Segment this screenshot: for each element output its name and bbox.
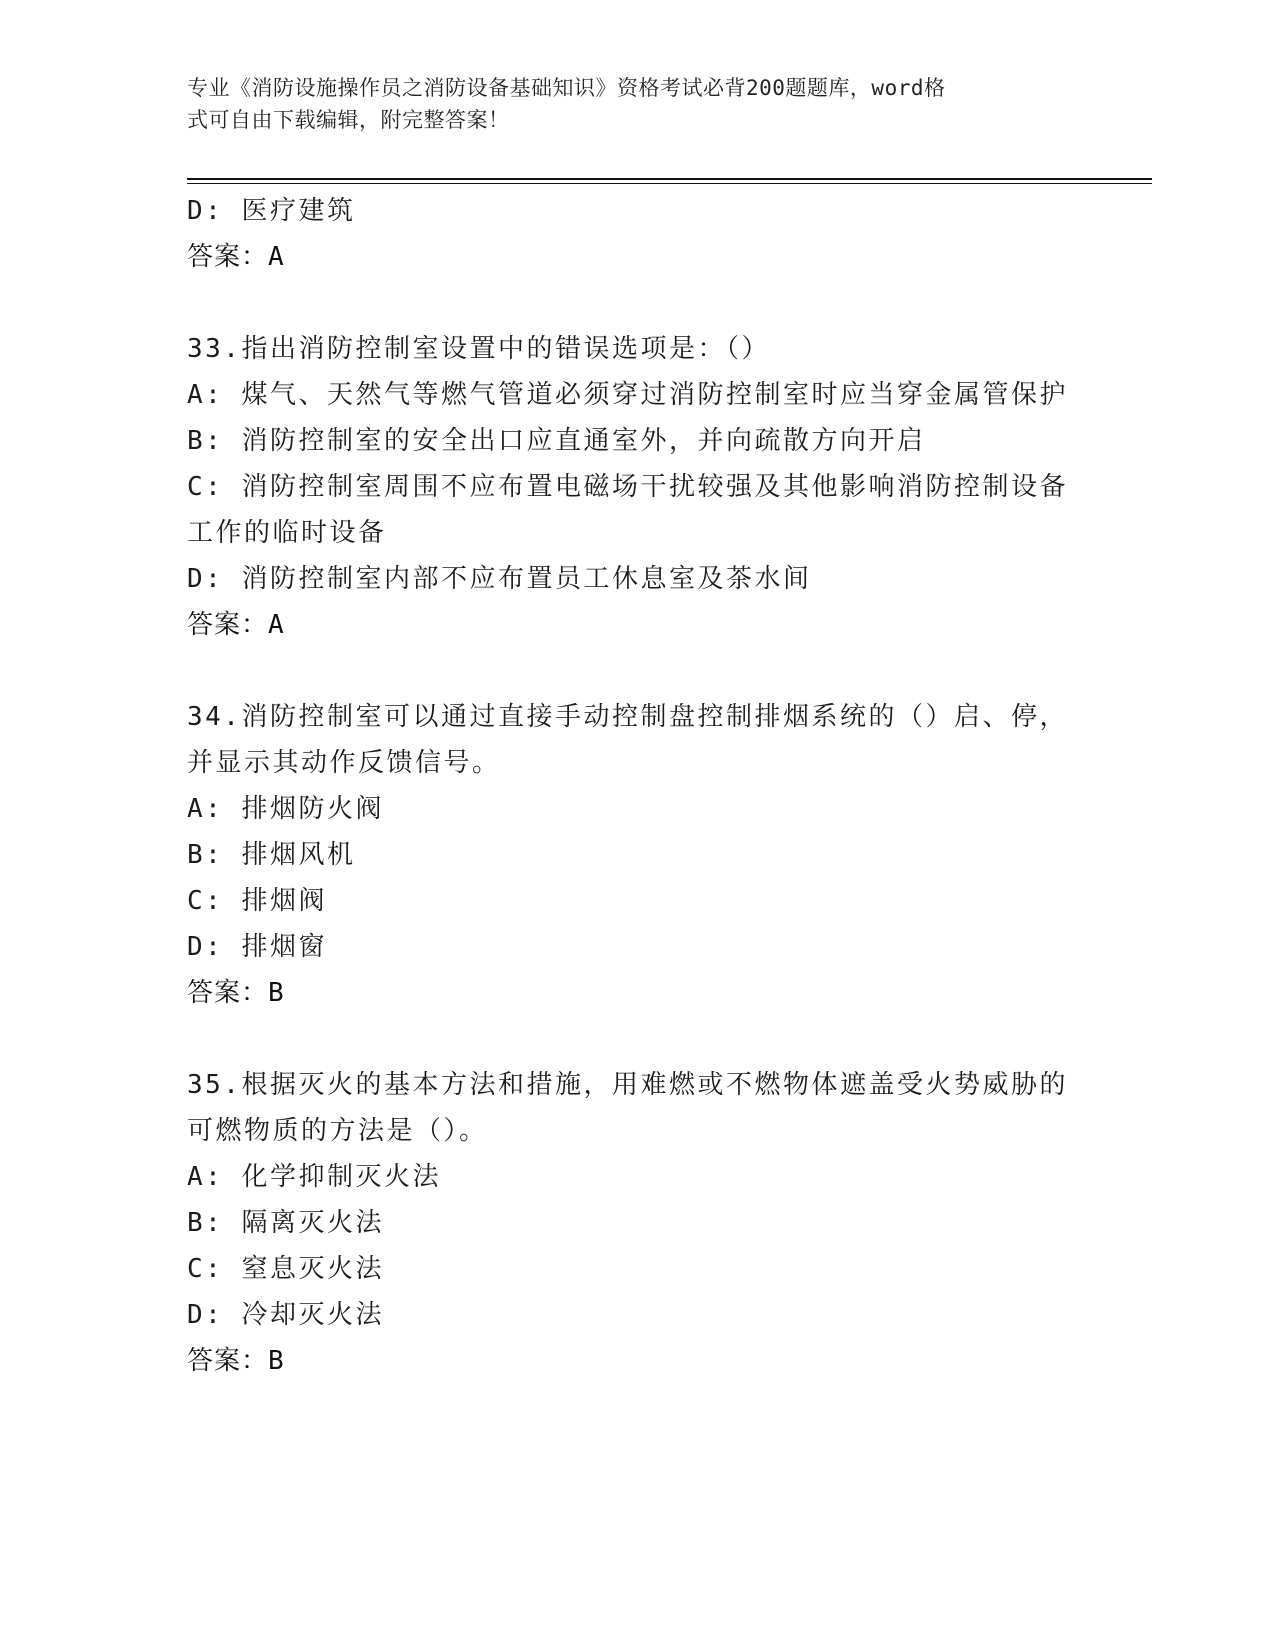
option-b: B: 隔离灭火法 bbox=[187, 1208, 384, 1238]
page-header bbox=[187, 72, 1067, 136]
header-line-2: 式可自由下载编辑，附完整答案！ bbox=[187, 108, 510, 132]
option-a: A: 煤气、天然气等燃气管道必须穿过消防控制室时应当穿金属管保护 bbox=[187, 380, 1068, 410]
answer-label: 答案： bbox=[187, 1346, 269, 1376]
question-stem: 34.消防控制室可以通过直接手动控制盘控制排烟系统的（）启、停， bbox=[187, 702, 1068, 732]
question-stem: 35.根据灭火的基本方法和措施，用难燃或不燃物体遮盖受火势威胁的 bbox=[187, 1070, 1068, 1100]
answer-value: B bbox=[268, 1346, 285, 1376]
option-b: B: 消防控制室的安全出口应直通室外，并向疏散方向开启 bbox=[187, 426, 926, 456]
answer-line bbox=[187, 1338, 1092, 1384]
answer-value: B bbox=[268, 978, 285, 1008]
spacer bbox=[187, 1016, 1092, 1062]
option-c: C: 窒息灭火法 bbox=[187, 1254, 384, 1284]
option-d: D: 医疗建筑 bbox=[187, 196, 356, 226]
answer-label: 答案： bbox=[187, 242, 269, 272]
previous-question-tail bbox=[187, 188, 1092, 280]
option-b: B: 排烟风机 bbox=[187, 840, 356, 870]
question-stem: 33.指出消防控制室设置中的错误选项是：（） bbox=[187, 334, 770, 364]
header-divider-thick bbox=[187, 178, 1152, 180]
option-c-continued: 工作的临时设备 bbox=[187, 518, 387, 548]
answer-label: 答案： bbox=[187, 978, 269, 1008]
answer-line bbox=[187, 970, 1092, 1016]
option-d: D: 排烟窗 bbox=[187, 932, 327, 962]
answer-value: A bbox=[268, 242, 285, 272]
option-d: D: 冷却灭火法 bbox=[187, 1300, 384, 1330]
question-33 bbox=[187, 326, 1092, 648]
question-35 bbox=[187, 1062, 1092, 1384]
option-d: D: 消防控制室内部不应布置员工休息室及茶水间 bbox=[187, 564, 812, 594]
answer-line bbox=[187, 602, 1092, 648]
spacer bbox=[187, 280, 1092, 326]
option-a: A: 化学抑制灭火法 bbox=[187, 1162, 441, 1192]
header-divider-thin bbox=[187, 183, 1152, 184]
option-a: A: 排烟防火阀 bbox=[187, 794, 384, 824]
answer-label: 答案： bbox=[187, 610, 269, 640]
answer-line bbox=[187, 234, 1092, 280]
header-line-1: 专业《消防设施操作员之消防设备基础知识》资格考试必背200题题库，word格 bbox=[187, 76, 946, 100]
question-34 bbox=[187, 694, 1092, 1016]
answer-value: A bbox=[268, 610, 285, 640]
spacer bbox=[187, 648, 1092, 694]
question-list bbox=[187, 188, 1092, 1384]
option-c: C: 消防控制室周围不应布置电磁场干扰较强及其他影响消防控制设备 bbox=[187, 472, 1068, 502]
question-stem-continued: 可燃物质的方法是（）。 bbox=[187, 1116, 488, 1146]
option-c: C: 排烟阀 bbox=[187, 886, 327, 916]
question-stem-continued: 并显示其动作反馈信号。 bbox=[187, 748, 501, 778]
